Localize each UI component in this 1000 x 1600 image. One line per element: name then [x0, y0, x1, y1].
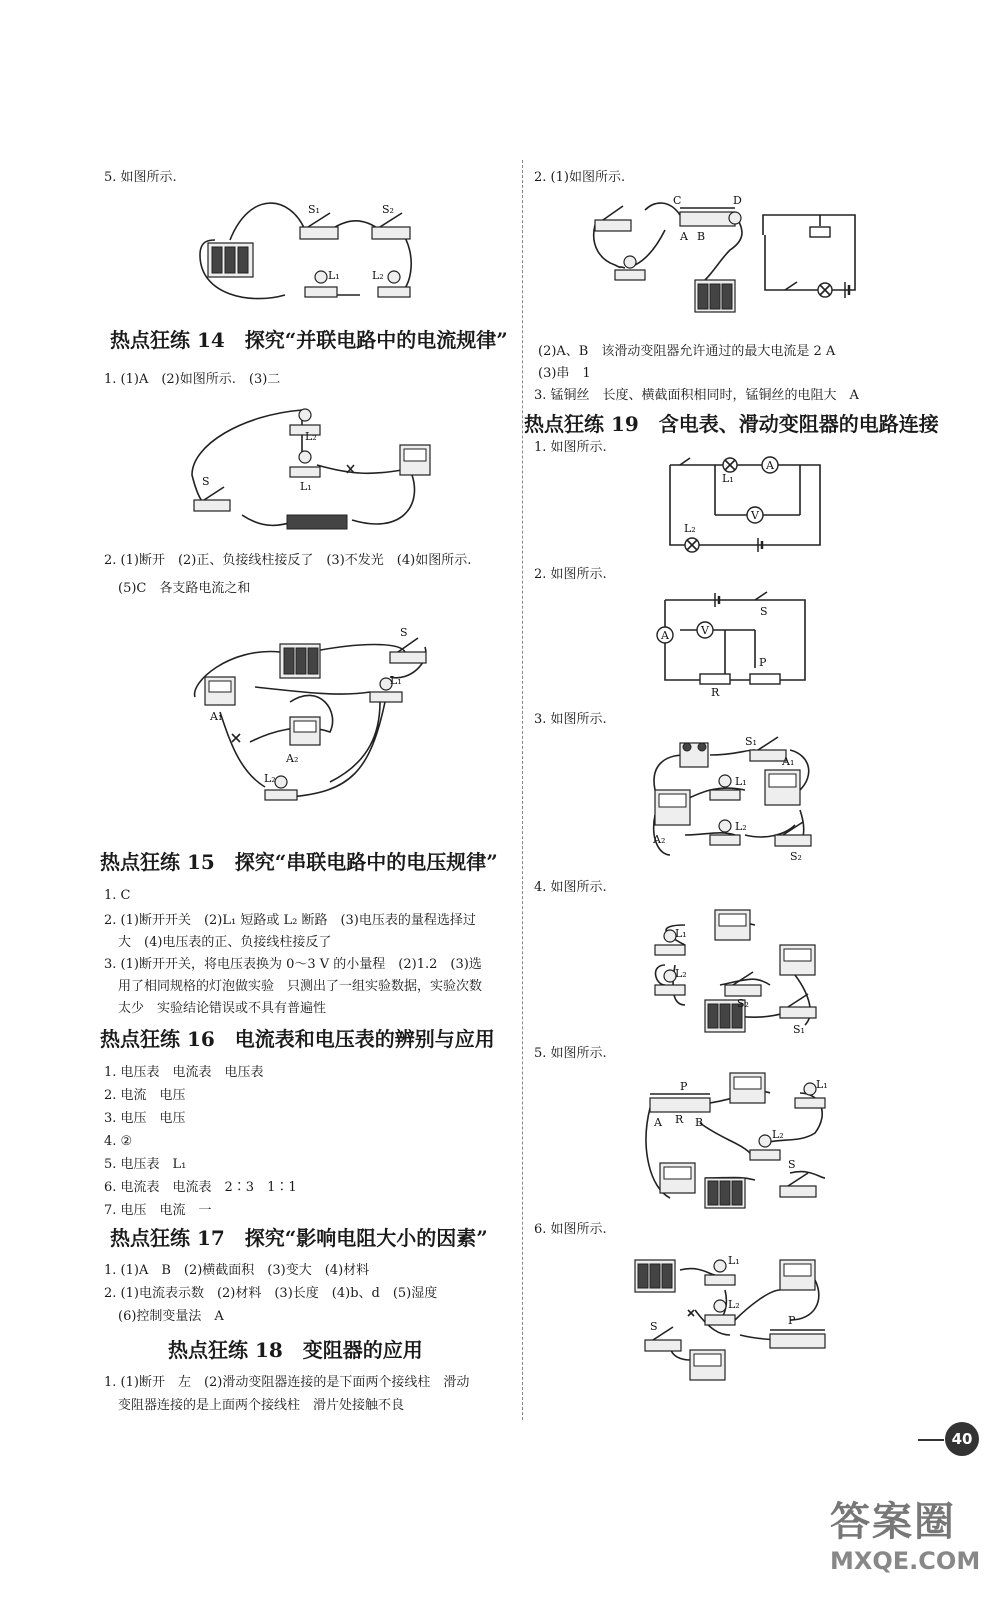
figure-s19-q3-circuit — [645, 735, 825, 870]
watermark-line2: MXQE.COM — [830, 1547, 981, 1575]
label-l1: L₁ — [816, 1078, 828, 1091]
label-l2: L₂ — [372, 269, 384, 282]
watermark — [830, 1490, 980, 1575]
figure-s18-q2 — [585, 190, 905, 320]
section-title-18: 热点狂练 18 变阻器的应用 — [168, 1338, 423, 1362]
s15-question-3-line2: 用了相同规格的灯泡做实验 只测出了一组实验数据，实验次数 — [118, 979, 483, 994]
label-s: S — [202, 475, 210, 488]
figure-s14-q2-circuit — [180, 622, 450, 822]
figure-s19-q5-circuit — [640, 1068, 835, 1208]
label-c: C — [673, 194, 682, 207]
s18-question-1-line2: 变阻器连接的是上面两个接线柱 滑片处接触不良 — [118, 1398, 405, 1413]
label-l1: L₁ — [722, 472, 734, 485]
label-a2: A₂ — [286, 752, 299, 765]
s16-question-5: 5. 电压表 L₁ — [104, 1157, 187, 1172]
s19-question-5: 5. 如图所示. — [534, 1046, 607, 1061]
label-s: S — [400, 626, 408, 639]
label-l2: L₂ — [305, 430, 317, 443]
s18-question-3: 3. 锰铜丝 长度、横截面积相同时，锰铜丝的电阻大 A — [534, 388, 859, 403]
label-a1: A₁ — [782, 755, 795, 768]
label-l1: L₁ — [675, 927, 687, 940]
label-r: R — [711, 686, 720, 699]
label-s1: S₁ — [793, 1023, 805, 1036]
label-l2: L₂ — [728, 1298, 740, 1311]
label-d: D — [733, 194, 742, 207]
question-5-prev: 5. 如图所示. — [104, 170, 177, 185]
label-a: A — [680, 230, 688, 243]
s15-question-2-line1: 2. (1)断开开关 (2)L₁ 短路或 L₂ 断路 (3)电压表的量程选择过 — [104, 913, 476, 928]
label-b: B — [697, 230, 706, 243]
s19-question-2: 2. 如图所示. — [534, 567, 607, 582]
label-s2: S₂ — [382, 203, 394, 216]
figure-s19-q6-circuit — [630, 1250, 835, 1400]
label-s1: S₁ — [745, 735, 757, 748]
column-divider — [522, 160, 523, 1420]
label-l1: L₁ — [735, 775, 747, 788]
s18-question-2c: (3)串 1 — [538, 366, 591, 381]
figure-q5-circuit — [190, 195, 430, 310]
s15-question-2-line2: 大 (4)电压表的正、负接线柱接反了 — [118, 935, 332, 950]
label-l1: L₁ — [390, 674, 402, 687]
s19-question-4: 4. 如图所示. — [534, 880, 607, 895]
figure-s19-q1-schematic — [670, 460, 830, 560]
label-a1: A₁ — [210, 710, 223, 723]
s15-question-1: 1. C — [104, 888, 131, 903]
label-s: S — [650, 1320, 658, 1333]
label-s2: S₂ — [790, 850, 802, 863]
s19-question-6: 6. 如图所示. — [534, 1222, 607, 1237]
label-s2: S₂ — [737, 997, 749, 1010]
page-number: 40 — [945, 1422, 979, 1456]
s16-question-7: 7. 电压 电流 一 — [104, 1203, 212, 1218]
label-s: S — [788, 1158, 796, 1171]
s16-question-6: 6. 电流表 电流表 2∶3 1∶1 — [104, 1180, 297, 1195]
label-l1: L₁ — [728, 1254, 740, 1267]
section-title-17: 热点狂练 17 探究“影响电阻大小的因素” — [110, 1226, 488, 1250]
label-a: A — [654, 1116, 662, 1129]
watermark-line1: 答案圈 — [830, 1499, 956, 1545]
label-l2: L₂ — [684, 522, 696, 535]
s14-question-1: 1. (1)A (2)如图所示. (3)二 — [104, 372, 281, 387]
s16-question-3: 3. 电压 电压 — [104, 1111, 186, 1126]
label-l2: L₂ — [264, 772, 276, 785]
s16-question-4: 4. ② — [104, 1134, 133, 1149]
s18-question-2b: (2)A、B 该滑动变阻器允许通过的最大电流是 2 A — [538, 344, 836, 359]
figure-s14-q1-circuit — [182, 395, 442, 535]
label-l2: L₂ — [772, 1128, 784, 1141]
s15-question-3-line3: 太少 实验结论错误或不具有普遍性 — [118, 1001, 327, 1016]
s14-question-2-line2: (5)C 各支路电流之和 — [118, 581, 251, 596]
label-p: P — [759, 656, 767, 669]
s19-question-3: 3. 如图所示. — [534, 712, 607, 727]
figure-s19-q2-schematic — [655, 590, 825, 700]
page-number-rule — [918, 1439, 944, 1441]
section-title-14: 热点狂练 14 探究“并联电路中的电流规律” — [110, 328, 508, 352]
label-p: P — [680, 1080, 688, 1093]
label-a: A — [661, 629, 669, 642]
label-v: V — [701, 624, 709, 637]
section-title-19: 热点狂练 19 含电表、滑动变阻器的电路连接 — [524, 412, 939, 436]
s17-question-1: 1. (1)A B (2)横截面积 (3)变大 (4)材料 — [104, 1263, 370, 1278]
label-p: P — [788, 1314, 796, 1327]
s18-question-2: 2. (1)如图所示. — [534, 170, 626, 185]
s19-question-1: 1. 如图所示. — [534, 440, 607, 455]
label-b: B — [695, 1116, 704, 1129]
label-l2: L₂ — [735, 820, 747, 833]
s17-question-2-line2: (6)控制变量法 A — [118, 1309, 224, 1324]
s16-question-1: 1. 电压表 电流表 电压表 — [104, 1065, 264, 1080]
label-l1: L₁ — [328, 269, 340, 282]
label-l2: L₂ — [675, 967, 687, 980]
s16-question-2: 2. 电流 电压 — [104, 1088, 186, 1103]
label-a2: A₂ — [653, 833, 666, 846]
s18-question-1-line1: 1. (1)断开 左 (2)滑动变阻器连接的是下面两个接线柱 滑动 — [104, 1375, 470, 1390]
label-s: S — [760, 605, 768, 618]
label-r: R — [675, 1113, 684, 1126]
s14-question-2-line1: 2. (1)断开 (2)正、负接线柱接反了 (3)不发光 (4)如图所示. — [104, 553, 472, 568]
figure-s19-q4-circuit — [645, 905, 825, 1040]
section-title-15: 热点狂练 15 探究“串联电路中的电压规律” — [100, 850, 498, 874]
label-v: V — [751, 509, 759, 522]
section-title-16: 热点狂练 16 电流表和电压表的辨别与应用 — [100, 1027, 495, 1051]
s17-question-2-line1: 2. (1)电流表示数 (2)材料 (3)长度 (4)b、d (5)湿度 — [104, 1286, 438, 1301]
s15-question-3-line1: 3. (1)断开开关，将电压表换为 0～3 V 的小量程 (2)1.2 (3)选 — [104, 957, 482, 972]
label-l1: L₁ — [300, 480, 312, 493]
label-s1: S₁ — [308, 203, 320, 216]
label-a: A — [766, 459, 774, 472]
